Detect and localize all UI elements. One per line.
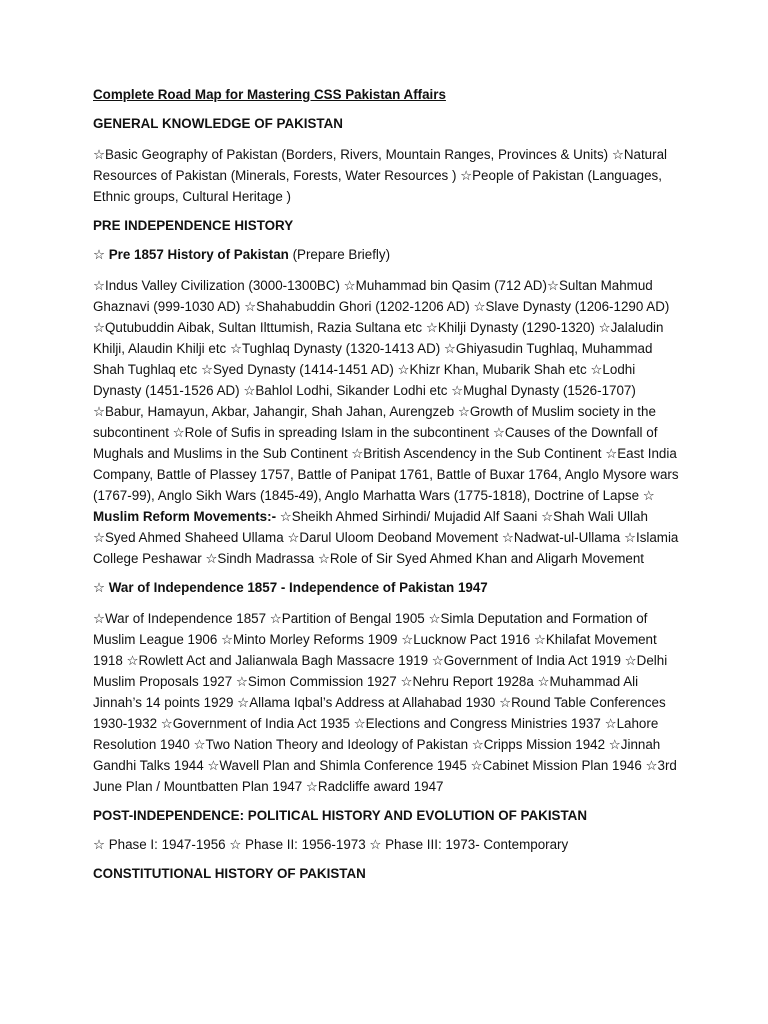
pre-1857-paragraph (93, 275, 680, 569)
muslim-reform-text: ☆Sheikh Ahmed Sirhindi/ Mujadid Alf Saani ☆Shah Wali Ullah ☆Syed Ahmed Shaheed Ullama ☆Darul Uloom Deoband Movement ☆Nadwat-ul-Ullama ☆Islamia College Peshawar ☆Sindh Madrassa ☆Role of Sir Syed Ahmed Khan and Aligarh Movement (93, 509, 679, 566)
gk-heading: GENERAL KNOWLEDGE OF PAKISTAN (93, 116, 343, 131)
pre-1857-subheading (93, 246, 680, 264)
pre-1857-text: ☆Indus Valley Civilization (3000-1300BC) ☆Muhammad bin Qasim (712 AD)☆Sultan Mahmud Ghaznavi (999-1030 AD) ☆Shahabuddin Ghori (1202-1206 AD) ☆Slave Dynasty (1206-1290 AD) ☆Qutubuddin Aibak, Sultan Ilttumish, Razia Sultana etc ☆Khilji Dynasty (1290-1320) ☆Jalaludin Khilji, Alaudin Khilji etc ☆Tughlaq Dynasty (1320-1413 AD) ☆Ghiyasudin Tughlaq, Muhammad Shah Tughlaq etc ☆Syed Dynasty (1414-1451 AD) ☆Khizr Khan, Mubarik Shah etc ☆Lodhi Dynasty (1451-1526 AD) ☆Bahlol Lodhi, Sikander Lodhi etc ☆Mughal Dynasty (1526-1707) ☆Babur, Hamayun, Akbar, Jahangir, Shah Jahan, Aurengzeb ☆Growth of Muslim society in the subcontinent ☆Role of Sufis in spreading Islam in the subcontinent ☆Causes of the Downfall of Mughals and Muslims in the Sub Continent ☆British Ascendency in the Sub Continent ☆East India Company, Battle of Plassey 1757, Battle of Panipat 1761, Battle of Buxar 1764, Anglo Mysore wars (1767-99), Anglo Sikh Wars (1845-49), Anglo Marhatta Wars (1775-1818), Doctrine of Lapse (93, 278, 679, 503)
muslim-reform-title: ☆ Muslim Reform Movements:- (93, 488, 655, 524)
document-title: Complete Road Map for Mastering CSS Pakistan Affairs (93, 87, 446, 102)
constitutional-history-heading: CONSTITUTIONAL HISTORY OF PAKISTAN (93, 866, 366, 881)
war-independence-heading: ☆ War of Independence 1857 - Independence of Pakistan 1947 (93, 580, 488, 595)
gk-paragraph: ☆Basic Geography of Pakistan (Borders, Rivers, Mountain Ranges, Provinces & Units) ☆Natural Resources of Pakistan (Minerals, Forests, Water Resources ) ☆People of Pakistan (Languages, Ethnic groups, Cultural Heritage ) (93, 147, 668, 204)
pre-1857-title: ☆ Pre 1857 History of Pakistan (93, 247, 289, 262)
pre-1857-note: (Prepare Briefly) (288, 247, 391, 262)
war-independence-paragraph: ☆War of Independence 1857 ☆Partition of Bengal 1905 ☆Simla Deputation and Formation of Muslim League 1906 ☆Minto Morley Reforms 1909 ☆Lucknow Pact 1916 ☆Khilafat Movement 1918 ☆Rowlett Act and Jalianwala Bagh Massacre 1919 ☆Government of India Act 1919 ☆Delhi Muslim Proposals 1927 ☆Simon Commission 1927 ☆Nehru Report 1928a ☆Muhammad Ali Jinnah’s 14 points 1929 ☆Allama Iqbal’s Address at Allahabad 1930 ☆Round Table Conferences 1930-1932 ☆Government of India Act 1935 ☆Elections and Congress Ministries 1937 ☆Lahore Resolution 1940 ☆Two Nation Theory and Ideology of Pakistan ☆Cripps Mission 1942 ☆Jinnah Gandhi Talks 1944 ☆Wavell Plan and Shimla Conference 1945 ☆Cabinet Mission Plan 1946 ☆3rd June Plan / Mountbatten Plan 1947 ☆Radcliffe award 1947 (93, 611, 677, 794)
post-independence-heading: POST-INDEPENDENCE: POLITICAL HISTORY AND EVOLUTION OF PAKISTAN (93, 808, 587, 823)
pre-independence-heading: PRE INDEPENDENCE HISTORY (93, 218, 294, 233)
phases-line: ☆ Phase I: 1947-1956 ☆ Phase II: 1956-1973 ☆ Phase III: 1973- Contemporary (93, 837, 569, 852)
